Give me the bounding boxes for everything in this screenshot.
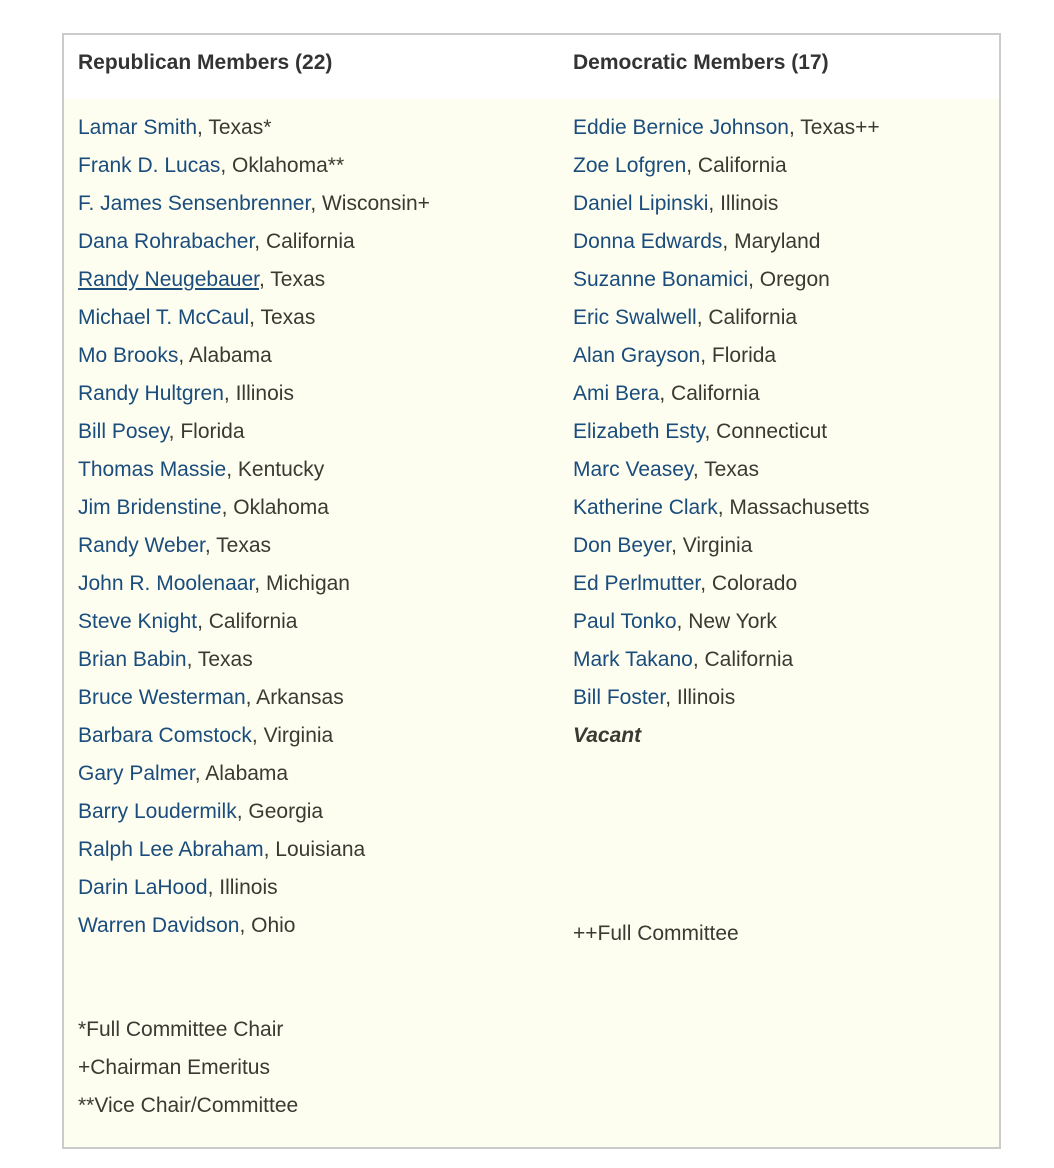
member-link[interactable]: Jim Bridenstine <box>78 496 222 519</box>
member-link[interactable]: Randy Hultgren <box>78 382 224 405</box>
member-state: , California <box>696 306 798 329</box>
member-state: , Florida <box>168 420 245 443</box>
member-link[interactable]: Randy Neugebauer <box>78 268 259 291</box>
member-state: , Alabama <box>178 344 272 367</box>
member-row <box>78 679 573 717</box>
member-row <box>78 451 573 489</box>
member-link[interactable]: Dana Rohrabacher <box>78 230 255 253</box>
member-link[interactable]: Bruce Westerman <box>78 686 246 709</box>
member-row <box>78 147 573 185</box>
member-row <box>78 223 573 261</box>
member-link[interactable]: Elizabeth Esty <box>573 420 705 443</box>
member-state: , Massachusetts <box>717 496 870 519</box>
member-state: , Illinois <box>708 192 779 215</box>
member-row <box>573 565 991 603</box>
member-state: , Maryland <box>722 230 821 253</box>
member-link[interactable]: Bill Foster <box>573 686 666 709</box>
member-row <box>573 717 991 755</box>
member-link[interactable]: Lamar Smith <box>78 116 198 139</box>
member-row <box>78 565 573 603</box>
member-row <box>573 299 991 337</box>
member-row <box>573 337 991 375</box>
member-state: , Arkansas <box>245 686 344 709</box>
member-link[interactable]: Ed Perlmutter <box>573 572 701 595</box>
member-row <box>78 793 573 831</box>
member-link[interactable]: Ami Bera <box>573 382 660 405</box>
member-state: , Illinois <box>207 876 278 899</box>
member-row <box>573 147 991 185</box>
member-row <box>78 185 573 223</box>
member-state: , Alabama <box>194 762 289 785</box>
member-row <box>78 641 573 679</box>
member-link[interactable]: Randy Weber <box>78 534 205 557</box>
footnote: +Chairman Emeritus <box>78 1056 270 1079</box>
member-state: , California <box>659 382 760 405</box>
member-link[interactable]: Barbara Comstock <box>78 724 252 747</box>
member-link[interactable]: Bill Posey <box>78 420 169 443</box>
member-row <box>573 413 991 451</box>
member-row <box>78 261 573 299</box>
member-row <box>573 261 991 299</box>
member-state: , Texas++ <box>788 116 880 139</box>
member-state: , Florida <box>700 344 777 367</box>
democratic-member-list <box>573 109 991 755</box>
member-row <box>573 527 991 565</box>
republican-column <box>64 109 573 1125</box>
member-state: , Wisconsin+ <box>310 192 430 215</box>
member-link[interactable]: Katherine Clark <box>573 496 718 519</box>
member-state: , Oklahoma <box>221 496 329 519</box>
member-link[interactable]: Michael T. McCaul <box>78 306 250 329</box>
member-link[interactable]: Mark Takano <box>573 648 693 671</box>
member-row <box>78 337 573 375</box>
member-link[interactable]: Zoe Lofgren <box>573 154 687 177</box>
republican-members-header: Republican Members (22) <box>78 51 333 74</box>
members-table <box>62 33 1001 1149</box>
member-row <box>78 375 573 413</box>
democratic-members-header: Democratic Members (17) <box>573 51 829 74</box>
member-state: , California <box>197 610 298 633</box>
member-link[interactable]: Thomas Massie <box>78 458 227 481</box>
member-row <box>78 717 573 755</box>
vacant-label: Vacant <box>573 724 642 747</box>
member-link[interactable]: Brian Babin <box>78 648 187 671</box>
member-row <box>78 489 573 527</box>
member-link[interactable]: Gary Palmer <box>78 762 195 785</box>
member-link[interactable]: Ralph Lee Abraham <box>78 838 264 861</box>
member-row <box>573 603 991 641</box>
member-row <box>573 185 991 223</box>
member-link[interactable]: Eddie Bernice Johnson <box>573 116 789 139</box>
member-row <box>78 603 573 641</box>
table-header-row <box>64 35 999 99</box>
member-row <box>573 489 991 527</box>
member-link[interactable]: Barry Loudermilk <box>78 800 237 823</box>
democratic-footnotes <box>573 915 991 953</box>
member-state: , New York <box>676 610 777 633</box>
footnote: ++Full Committee <box>573 922 739 945</box>
member-row <box>573 223 991 261</box>
member-state: , Oklahoma** <box>220 154 345 177</box>
member-state: , Oregon <box>748 268 830 291</box>
member-state: , Texas <box>249 306 316 329</box>
member-state: , California <box>692 648 794 671</box>
member-row <box>573 109 991 147</box>
member-link[interactable]: Donna Edwards <box>573 230 723 253</box>
democratic-column <box>573 109 999 1125</box>
member-state: , California <box>686 154 787 177</box>
footnote: *Full Committee Chair <box>78 1018 284 1041</box>
member-state: , Virginia <box>251 724 334 747</box>
member-row <box>573 641 991 679</box>
member-link[interactable]: Alan Grayson <box>573 344 701 367</box>
member-state: , Illinois <box>665 686 736 709</box>
member-state: , Michigan <box>254 572 350 595</box>
member-link[interactable]: Paul Tonko <box>573 610 677 633</box>
member-state: , Georgia <box>236 800 324 823</box>
member-state: , Kentucky <box>226 458 325 481</box>
member-row <box>78 907 573 945</box>
member-row <box>78 869 573 907</box>
republican-member-list <box>78 109 573 945</box>
table-body-row <box>64 99 999 1147</box>
member-link[interactable]: Suzanne Bonamici <box>573 268 749 291</box>
member-state: , Virginia <box>671 534 753 557</box>
member-link[interactable]: Steve Knight <box>78 610 198 633</box>
member-state: , Texas <box>186 648 253 671</box>
member-state: , Texas <box>692 458 759 481</box>
member-state: , Texas <box>204 534 272 557</box>
member-state: , California <box>254 230 355 253</box>
member-row <box>78 527 573 565</box>
member-link[interactable]: Darin LaHood <box>78 876 208 899</box>
member-row <box>78 755 573 793</box>
member-row <box>78 831 573 869</box>
member-state: , Louisiana <box>263 838 366 861</box>
member-link[interactable]: F. James Sensenbrenner <box>78 192 311 215</box>
member-link[interactable]: Mo Brooks <box>78 344 179 367</box>
member-state: , Ohio <box>239 914 296 937</box>
member-state: , Texas* <box>197 116 272 139</box>
member-row <box>78 413 573 451</box>
member-row <box>78 109 573 147</box>
member-state: , Connecticut <box>704 420 828 443</box>
member-state: , Colorado <box>700 572 798 595</box>
footnote: **Vice Chair/Committee <box>78 1094 299 1117</box>
member-link[interactable]: Don Beyer <box>573 534 672 557</box>
member-link[interactable]: Frank D. Lucas <box>78 154 221 177</box>
member-link[interactable]: Eric Swalwell <box>573 306 697 329</box>
republican-footnotes <box>78 1011 573 1125</box>
member-link[interactable]: John R. Moolenaar <box>78 572 255 595</box>
member-link[interactable]: Marc Veasey <box>573 458 693 481</box>
member-state: , Illinois <box>223 382 294 405</box>
member-row <box>78 299 573 337</box>
member-row <box>573 375 991 413</box>
member-row <box>573 451 991 489</box>
member-link[interactable]: Warren Davidson <box>78 914 240 937</box>
member-link[interactable]: Daniel Lipinski <box>573 192 709 215</box>
member-state: , Texas <box>258 268 326 291</box>
member-row <box>573 679 991 717</box>
